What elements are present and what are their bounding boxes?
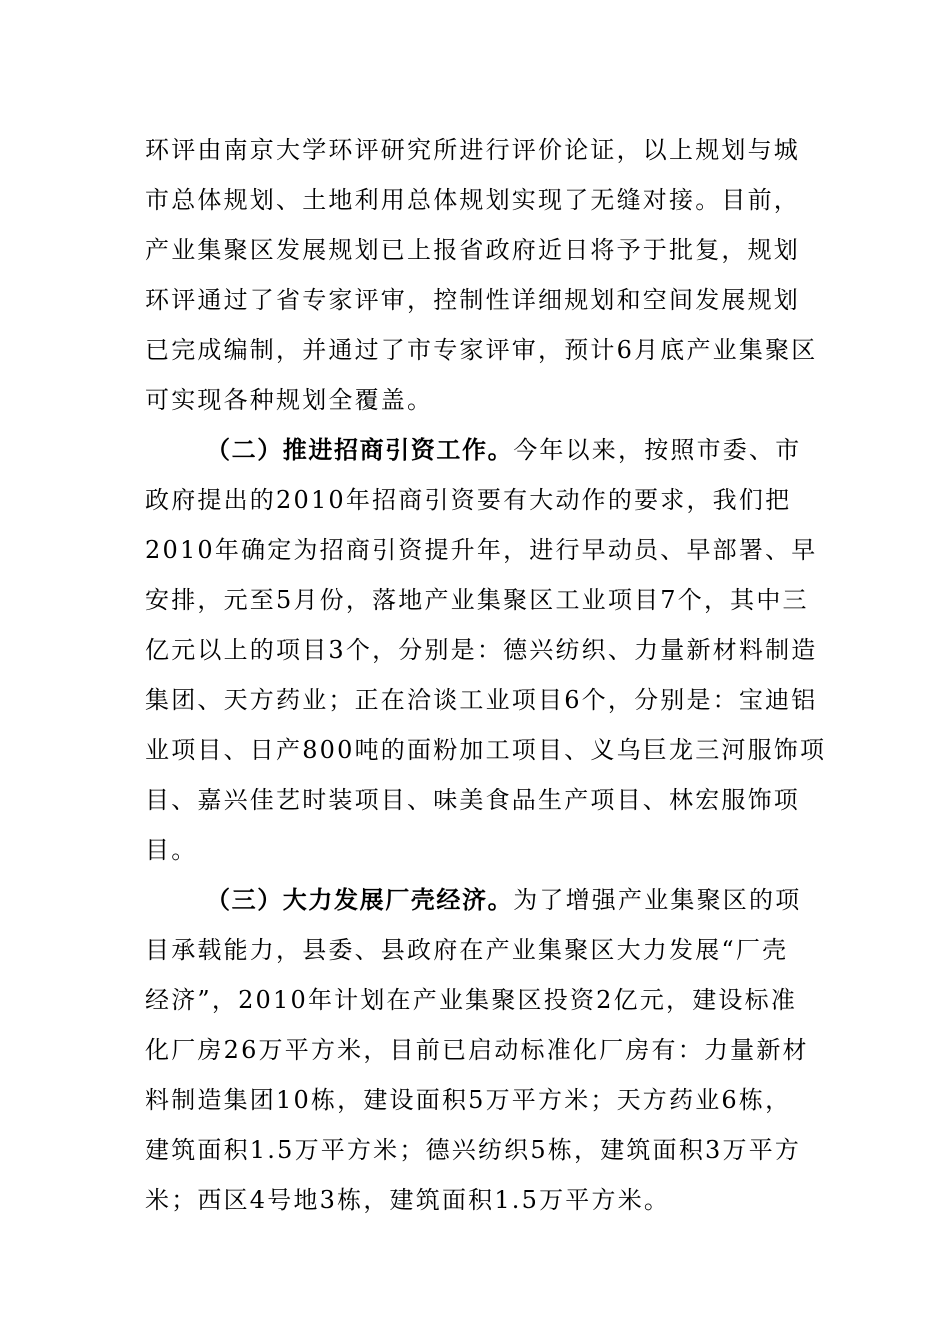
text-line: 可实现各种规划全覆盖。 — [145, 386, 434, 414]
text-line: 目、嘉兴佳艺时装项目、味美食品生产项目、林宏服饰项 — [145, 786, 800, 814]
text-line: 安排，元至5月份，落地产业集聚区工业项目7个，其中三 — [145, 586, 809, 614]
text-line: 政府提出的2010年招商引资要有大动作的要求，我们把 — [145, 486, 792, 514]
text-line: 化厂房26万平方米，目前已启动标准化厂房有：力量新材 — [145, 1036, 809, 1064]
paragraph-factory-economy — [145, 875, 810, 1225]
text-line: 米；西区4号地3栋，建筑面积1.5万平方米。 — [145, 1186, 671, 1214]
text-line: 产业集聚区发展规划已上报省政府近日将予于批复，规划 — [145, 236, 800, 264]
text-line: 集团、天方药业；正在洽谈工业项目6个，分别是：宝迪铝 — [145, 686, 818, 714]
section-heading-factory-economy: （三）大力发展厂壳经济。 — [206, 886, 514, 914]
document-page — [145, 125, 827, 1225]
text-run: 今年以来，按照市委、市 — [513, 436, 802, 464]
text-line: 经济”，2010年计划在产业集聚区投资2亿元，建设标准 — [145, 986, 798, 1014]
text-run: 为了增强产业集聚区的项 — [513, 886, 802, 914]
text-line — [145, 875, 810, 925]
paragraph-investment — [145, 425, 827, 875]
text-line — [145, 425, 810, 475]
text-line: 目。 — [145, 836, 198, 864]
section-heading-investment: （二）推进招商引资工作。 — [206, 436, 514, 464]
text-line: 2010年确定为招商引资提升年，进行早动员、早部署、早 — [145, 536, 818, 564]
text-line: 已完成编制，并通过了市专家评审，预计6月底产业集聚区 — [145, 336, 818, 364]
text-line: 亿元以上的项目3个，分别是：德兴纺织、力量新材料制造 — [145, 636, 818, 664]
text-line: 环评通过了省专家评审，控制性详细规划和空间发展规划 — [145, 286, 800, 314]
text-line: 料制造集团10栋，建设面积5万平方米；天方药业6栋， — [145, 1086, 792, 1114]
text-line: 市总体规划、土地利用总体规划实现了无缝对接。目前， — [145, 186, 800, 214]
text-line: 环评由南京大学环评研究所进行评价论证，以上规划与城 — [145, 136, 800, 164]
paragraph-planning — [145, 125, 818, 425]
text-line: 建筑面积1.5万平方米；德兴纺织5栋，建筑面积3万平方 — [145, 1136, 802, 1164]
text-line: 目承载能力，县委、县政府在产业集聚区大力发展“厂壳 — [145, 936, 789, 964]
text-line: 业项目、日产800吨的面粉加工项目、义乌巨龙三河服饰项 — [145, 736, 827, 764]
